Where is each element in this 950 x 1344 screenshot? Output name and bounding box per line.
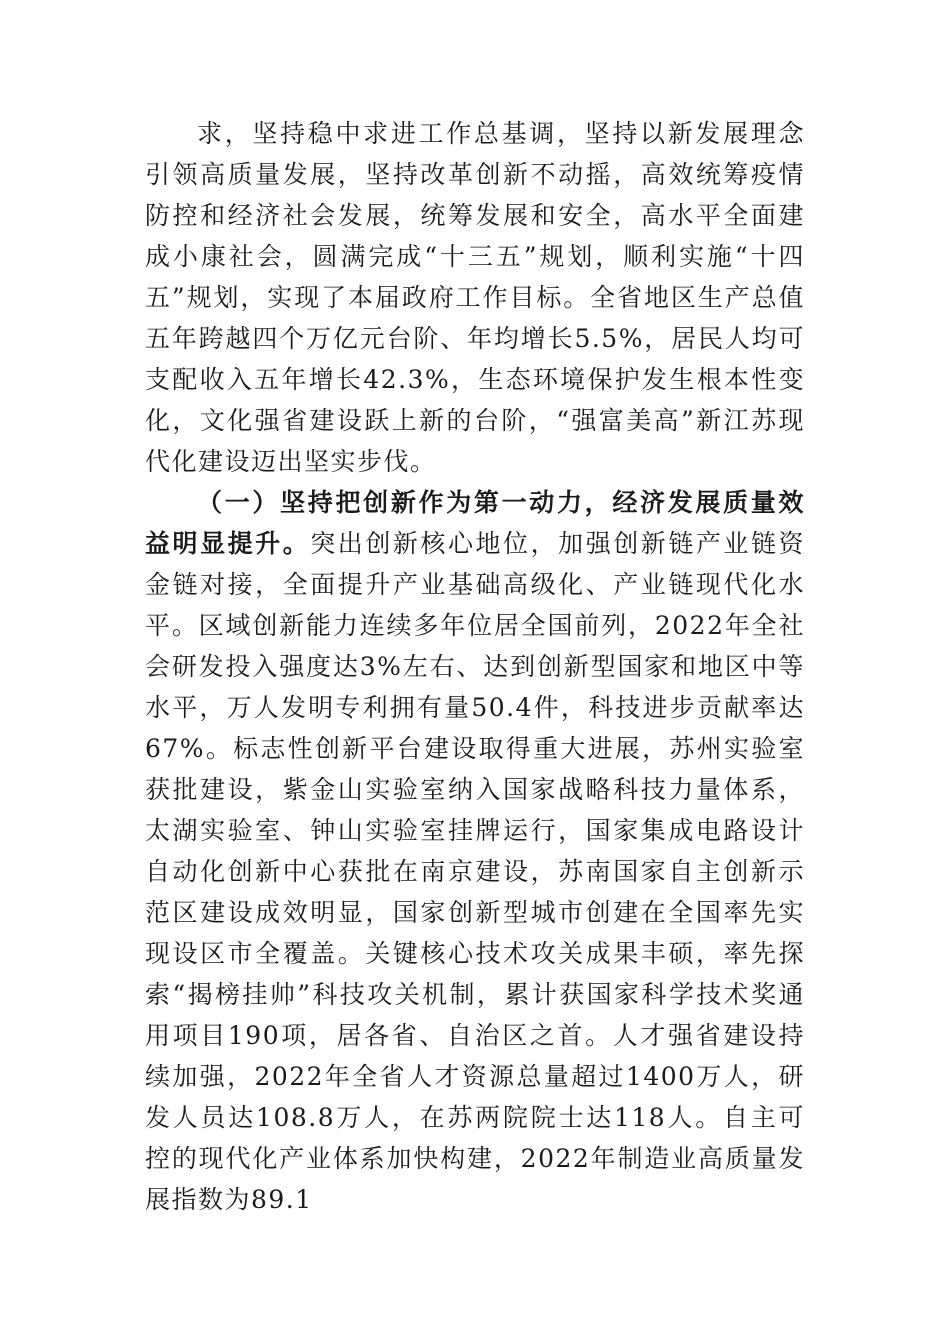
section-heading-innovation: （一）坚持把创新作为第一动力，经济发展质量效益明显提升。 [145,488,805,558]
paragraph-continuation: 求，坚持稳中求进工作总基调，坚持以新发展理念引领高质量发展，坚持改革创新不动摇，高效统筹疫情防控和经济社会发展，统筹发展和安全，高水平全面建成小康社会，圆满完成“十三五”规划，顺利实施“十四五”规划，实现了本届政府工作目标。全省地区生产总值五年跨越四个万亿元台阶、年均增长5.5%，居民人均可支配收入五年增长42.3%，生态环境保护发生根本性变化，文化强省建设跃上新的台阶，“强富美高”新江苏现代化建设迈出坚实步伐。 [145,119,805,476]
document-body [145,113,805,1220]
paragraph-innovation-body: 突出创新核心地位，加强创新链产业链资金链对接，全面提升产业基础高级化、产业链现代化水平。区域创新能力连续多年位居全国前列，2022年全社会研发投入强度达3%左右、达到创新型国家和地区中等水平，万人发明专利拥有量50.4件，科技进步贡献率达67%。标志性创新平台建设取得重大进展，苏州实验室获批建设，紫金山实验室纳入国家战略科技力量体系，太湖实验室、钟山实验室挂牌运行，国家集成电路设计自动化创新中心获批在南京建设，苏南国家自主创新示范区建设成效明显，国家创新型城市创建在全国率先实现设区市全覆盖。关键核心技术攻关成果丰硕，率先探索“揭榜挂帅”科技攻关机制，累计获国家科学技术奖通用项目190项，居各省、自治区之首。人才强省建设持续加强，2022年全省人才资源总量超过1400万人，研发人员达108.8万人，在苏两院院士达118人。自主可控的现代化产业体系加快构建，2022年制造业高质量发展指数为89.1 [145,529,806,1214]
paragraph-innovation [145,482,805,1220]
